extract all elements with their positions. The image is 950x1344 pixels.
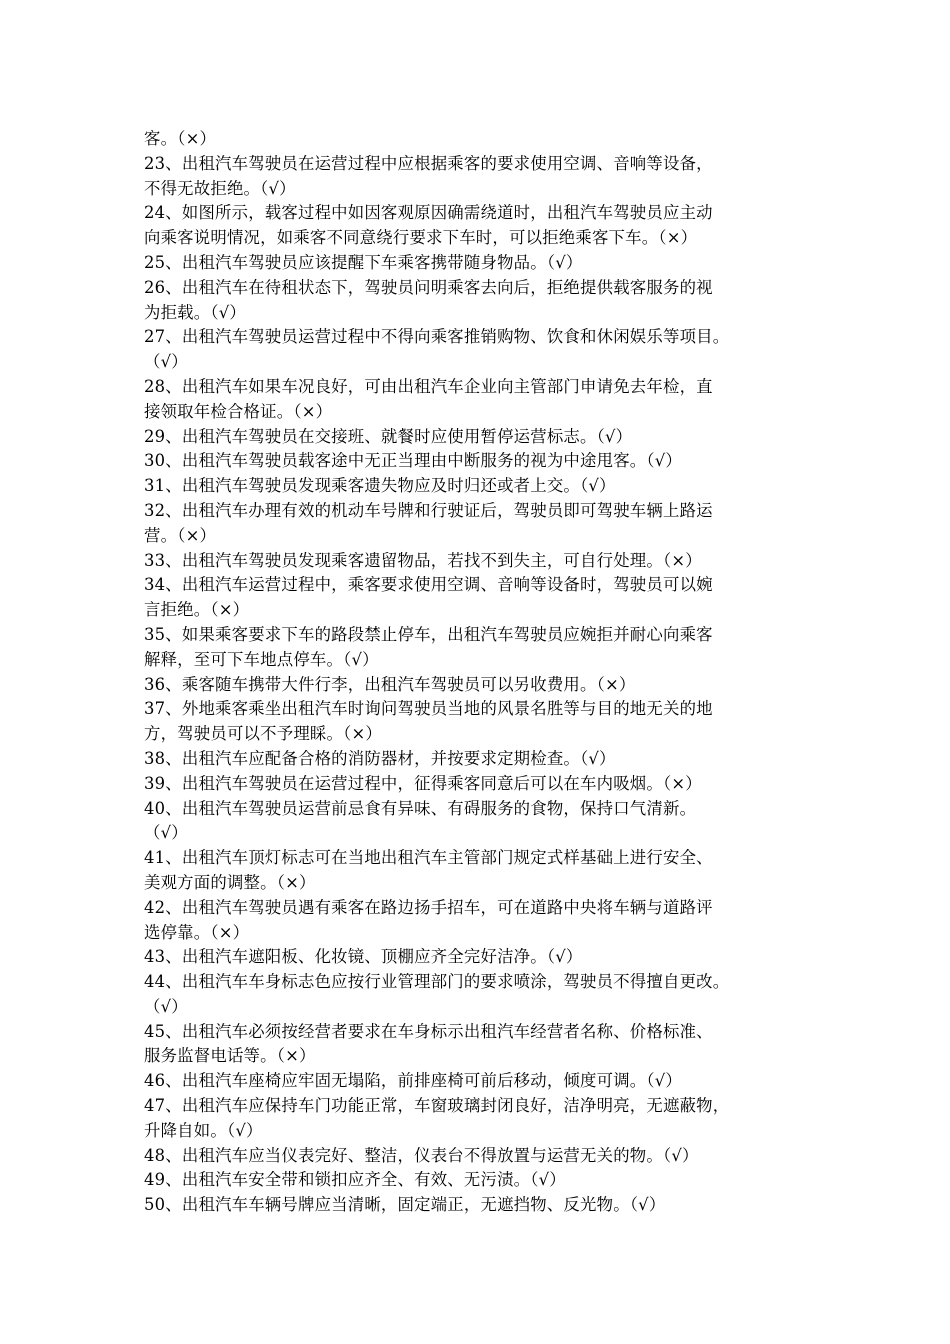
text-line: 不得无故拒绝。（√） bbox=[144, 178, 296, 198]
text-line: 27、出租汽车驾驶员运营过程中不得向乘客推销购物、饮食和休闲娱乐等项目。 bbox=[144, 327, 730, 347]
text-line: 30、出租汽车驾驶员载客途中无正当理由中断服务的视为中途甩客。（√） bbox=[144, 451, 683, 471]
text-line: 45、出租汽车必须按经营者要求在车身标示出租汽车经营者名称、价格标准、 bbox=[144, 1021, 713, 1041]
text-line: 31、出租汽车驾驶员发现乘客遗失物应及时归还或者上交。（√） bbox=[144, 476, 616, 496]
text-line: 言拒绝。（×） bbox=[144, 600, 250, 620]
text-line: 28、出租汽车如果车况良好，可由出租汽车企业向主管部门申请免去年检，直 bbox=[144, 376, 713, 396]
text-line: 为拒载。（√） bbox=[144, 302, 246, 322]
text-line: 解释，至可下车地点停车。（√） bbox=[144, 649, 379, 669]
document-body bbox=[144, 127, 814, 1218]
text-line: 营。（×） bbox=[144, 525, 217, 545]
text-line: 47、出租汽车应保持车门功能正常，车窗玻璃封闭良好，洁净明亮，无遮蔽物， bbox=[144, 1096, 730, 1116]
text-line: 33、出租汽车驾驶员发现乘客遗留物品，若找不到失主，可自行处理。（×） bbox=[144, 550, 702, 570]
text-line: 25、出租汽车驾驶员应该提醒下车乘客携带随身物品。（√） bbox=[144, 252, 583, 272]
text-line: （√） bbox=[144, 352, 188, 372]
text-line: 38、出租汽车应配备合格的消防器材，并按要求定期检查。（√） bbox=[144, 748, 616, 768]
text-line: 40、出租汽车驾驶员运营前忌食有异味、有碍服务的食物，保持口气清新。 bbox=[144, 798, 697, 818]
text-line: 23、出租汽车驾驶员在运营过程中应根据乘客的要求使用空调、音响等设备， bbox=[144, 153, 713, 173]
text-line: 44、出租汽车车身标志色应按行业管理部门的要求喷涂，驾驶员不得擅自更改。 bbox=[144, 972, 730, 992]
text-line: 接领取年检合格证。（×） bbox=[144, 401, 333, 421]
text-line: 32、出租汽车办理有效的机动车号牌和行驶证后，驾驶员即可驾驶车辆上路运 bbox=[144, 500, 713, 520]
text-line: （√） bbox=[144, 823, 188, 843]
text-line: 50、出租汽车车辆号牌应当清晰，固定端正，无遮挡物、反光物。（√） bbox=[144, 1195, 666, 1215]
text-line: 选停靠。（×） bbox=[144, 922, 250, 942]
text-line: 43、出租汽车遮阳板、化妆镜、顶棚应齐全完好洁净。（√） bbox=[144, 947, 583, 967]
text-line: 美观方面的调整。（×） bbox=[144, 872, 316, 892]
text-line: （√） bbox=[144, 996, 188, 1016]
text-line: 升降自如。（√） bbox=[144, 1120, 263, 1140]
text-line: 29、出租汽车驾驶员在交接班、就餐时应使用暂停运营标志。（√） bbox=[144, 426, 633, 446]
text-line: 41、出租汽车顶灯标志可在当地出租汽车主管部门规定式样基础上进行安全、 bbox=[144, 848, 713, 868]
text-line: 35、如果乘客要求下车的路段禁止停车，出租汽车驾驶员应婉拒并耐心向乘客 bbox=[144, 624, 713, 644]
text-line: 37、外地乘客乘坐出租汽车时询问驾驶员当地的风景名胜等与目的地无关的地 bbox=[144, 699, 713, 719]
text-line: 24、如图所示，载客过程中如因客观原因确需绕道时，出租汽车驾驶员应主动 bbox=[144, 203, 713, 223]
text-line: 34、出租汽车运营过程中，乘客要求使用空调、音响等设备时，驾驶员可以婉 bbox=[144, 575, 713, 595]
text-line: 46、出租汽车座椅应牢固无塌陷，前排座椅可前后移动，倾度可调。（√） bbox=[144, 1071, 683, 1091]
text-line: 方，驾驶员可以不予理睬。（×） bbox=[144, 724, 383, 744]
text-line: 向乘客说明情况，如乘客不同意绕行要求下车时，可以拒绝乘客下车。（×） bbox=[144, 228, 698, 248]
text-line: 48、出租汽车应当仪表完好、整洁，仪表台不得放置与运营无关的物。（√） bbox=[144, 1145, 699, 1165]
text-line: 客。（×） bbox=[144, 129, 217, 148]
text-line: 服务监督电话等。（×） bbox=[144, 1046, 316, 1066]
text-line: 26、出租汽车在待租状态下，驾驶员问明乘客去向后，拒绝提供载客服务的视 bbox=[144, 277, 713, 297]
text-line: 49、出租汽车安全带和锁扣应齐全、有效、无污渍。（√） bbox=[144, 1170, 566, 1190]
text-line: 36、乘客随车携带大件行李，出租汽车驾驶员可以另收费用。（×） bbox=[144, 674, 636, 694]
text-line: 39、出租汽车驾驶员在运营过程中，征得乘客同意后可以在车内吸烟。（×） bbox=[144, 773, 702, 793]
text-line: 42、出租汽车驾驶员遇有乘客在路边扬手招车，可在道路中央将车辆与道路评 bbox=[144, 897, 713, 917]
